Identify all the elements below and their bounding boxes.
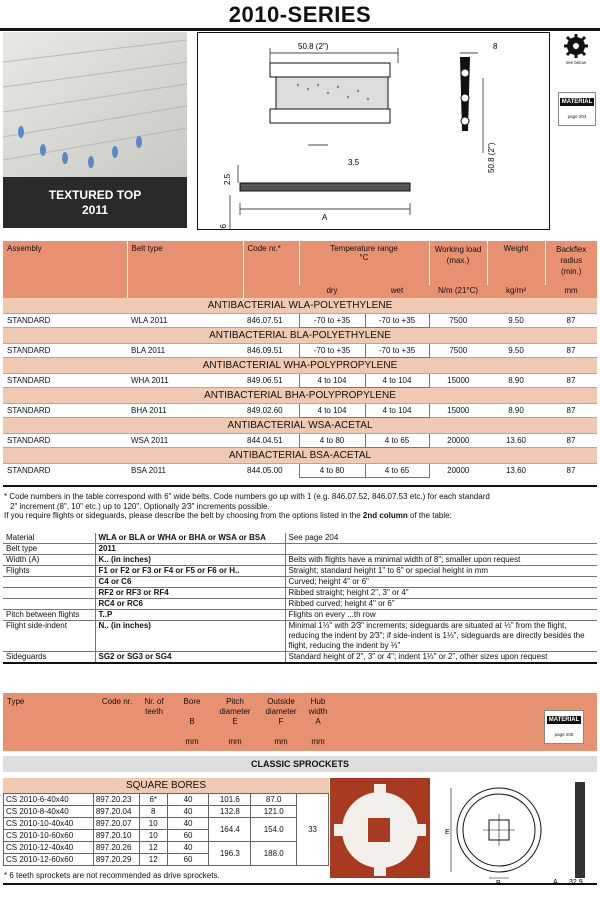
option-key (3, 588, 95, 599)
header-temperature: Temperature range °C (299, 241, 429, 285)
option-row (3, 566, 597, 577)
dim-16: 16 (219, 224, 228, 229)
row-weight: 8.90 (508, 405, 524, 415)
spr-header-bore-b: B (189, 717, 195, 726)
option-row (3, 588, 597, 599)
table-rule (3, 485, 597, 487)
sprocket-note: * 6 teeth sprockets are not recommended as drive sprockets. (4, 871, 220, 880)
see-below-label: see below (565, 60, 587, 65)
sprocket-outside: 87.0 (251, 794, 297, 806)
row-assembly: STANDARD (7, 465, 51, 475)
sprocket-teeth: 6* (139, 794, 167, 806)
header-load-unit: N/m (21°C) (429, 285, 487, 297)
sprocket-type: CS 2010-10-60x60 (4, 830, 94, 842)
sprocket-outside: 154.0 (251, 818, 297, 842)
row-dry: 4 to 80 (299, 463, 365, 477)
belt-row (3, 313, 597, 327)
option-row (3, 544, 597, 555)
row-load: 20000 (447, 465, 470, 475)
material-page: page 204 (567, 114, 587, 119)
row-code: 846.09.51 (247, 345, 283, 355)
header-weight-unit: kg/m² (487, 285, 545, 297)
sprocket-code: 897.20.07 (93, 818, 139, 830)
row-load: 7500 (449, 345, 468, 355)
sprocket-teeth: 12 (139, 854, 167, 866)
spr-header-bore-mm: mm (185, 737, 199, 746)
sprocket-pitch: 101.6 (209, 794, 251, 806)
sprocket-hub-width: 33 (297, 794, 329, 866)
row-assembly: STANDARD (7, 345, 51, 355)
sprocket-type: CS 2010-8-40x40 (4, 806, 94, 818)
sprocket-row (4, 794, 329, 806)
sprocket-header (3, 693, 597, 751)
header-wet: wet (365, 285, 429, 297)
spr-header-pitch-e: E (232, 717, 238, 726)
spr-header-teeth: Nr. of teeth (144, 697, 164, 716)
row-code: 849.06.51 (247, 375, 283, 385)
dim-a: A (322, 213, 328, 222)
row-wet: 4 to 104 (365, 403, 429, 417)
note-line-2: 2" increment (8", 10" etc.) up to 120". Optionally 2⁄3" increments possible. (10, 501, 270, 511)
spr-header-pitch-mm: mm (228, 737, 242, 746)
material-group-heading: ANTIBACTERIAL WSA-ACETAL (3, 417, 597, 433)
sprocket-bore: 60 (167, 830, 209, 842)
sprocket-bore: 60 (167, 854, 209, 866)
option-row (3, 577, 597, 588)
header-backflex-unit: mm (545, 285, 597, 297)
dim-8: 8 (493, 42, 498, 51)
option-value: SG2 or SG3 or SG4 (95, 652, 285, 664)
sprocket-dim-a: A (553, 879, 558, 886)
option-row (3, 599, 597, 610)
row-belt-type: WLA 2011 (131, 315, 168, 325)
spr-header-pitch: Pitch diameter (219, 697, 251, 716)
option-value: WLA or BLA or WHA or BHA or WSA or BSA (95, 533, 285, 544)
row-backflex: 87 (566, 405, 576, 415)
option-description: Minimal 1⅓" with 2⁄3" increments; sideguards are situated at ⅓" from the flight, reducing the indent by 2⁄3"; if side-indent is 1⅓", sideguards are directly besides the flight, reducing the indent by ⅓" (285, 621, 597, 652)
dim-2-5: 2.5 (223, 173, 232, 185)
caption-line-1: TEXTURED TOP (48, 188, 142, 202)
spr-header-code: Code nr. (101, 697, 133, 706)
option-description (285, 544, 597, 555)
dim-pitch: 50.8 (2") (298, 42, 329, 51)
option-key: Material (3, 533, 95, 544)
material-group-heading: ANTIBACTERIAL WHA-POLYPROPYLENE (3, 357, 597, 373)
sprocket-outside: 188.0 (251, 842, 297, 866)
sprocket-photo (330, 778, 430, 878)
sprocket-type: CS 2010-12-60x60 (4, 854, 94, 866)
sprocket-type: CS 2010-12-40x40 (4, 842, 94, 854)
sprocket-type: CS 2010-10-40x40 (4, 818, 94, 830)
material-group-heading: ANTIBACTERIAL BSA-ACETAL (3, 447, 597, 463)
row-load: 15000 (447, 375, 470, 385)
row-assembly: STANDARD (7, 435, 51, 445)
photo-caption (3, 188, 187, 218)
sprocket-type: CS 2010-6-40x40 (4, 794, 94, 806)
row-backflex: 87 (566, 345, 576, 355)
header-dry: dry (299, 285, 365, 297)
row-assembly: STANDARD (7, 405, 51, 415)
row-wet: -70 to +35 (365, 343, 429, 357)
row-dry: 4 to 80 (299, 433, 365, 447)
sprocket-row (4, 818, 329, 830)
option-key: Pitch between flights (3, 610, 95, 621)
row-backflex: 87 (566, 375, 576, 385)
row-weight: 9.50 (508, 315, 524, 325)
option-value: N.. (in inches) (95, 621, 285, 652)
option-key (3, 577, 95, 588)
row-weight: 9.50 (508, 345, 524, 355)
row-weight: 8.90 (508, 375, 524, 385)
option-row (3, 555, 597, 566)
gear-icon (564, 34, 588, 58)
sprocket-teeth: 10 (139, 830, 167, 842)
spr-header-bore: Bore (183, 697, 201, 706)
option-value: RF2 or RF3 or RF4 (95, 588, 285, 599)
sprocket-row (4, 806, 329, 818)
header-load: Working load (max.) (429, 241, 487, 285)
option-value: 2011 (95, 544, 285, 555)
header-weight: Weight (487, 241, 545, 285)
sprocket-bore: 40 (167, 818, 209, 830)
sprocket-outside: 121.0 (251, 806, 297, 818)
option-description: Flights on every ...th row (285, 610, 597, 621)
belt-drawing (197, 32, 550, 230)
row-load: 20000 (447, 435, 470, 445)
row-belt-type: WSA 2011 (131, 435, 169, 445)
option-row (3, 533, 597, 544)
sprocket-teeth: 10 (139, 818, 167, 830)
row-code: 844.05.00 (247, 465, 283, 475)
sprocket-dim-e: E (445, 829, 450, 836)
sprocket-table (3, 793, 329, 866)
sprocket-material-reference[interactable] (544, 710, 584, 744)
sprocket-reference[interactable] (560, 34, 592, 74)
sprocket-pitch: 196.3 (209, 842, 251, 866)
material-group-heading: ANTIBACTERIAL BLA-POLYETHYLENE (3, 327, 597, 343)
note-line-3: If you require flights or sideguards, please describe the belt by choosing from the options listed in the 2nd column of the table: (4, 511, 452, 520)
page-title: 2010-SERIES (228, 2, 372, 27)
material-group-heading: ANTIBACTERIAL WLA-POLYETHYLENE (3, 297, 597, 313)
option-value: C4 or C6 (95, 577, 285, 588)
material-group-heading: ANTIBACTERIAL BHA-POLYPROPYLENE (3, 387, 597, 403)
spr-header-hub-mm: mm (311, 737, 325, 746)
note-line-1: * Code numbers in the table correspond with 6" wide belts. Code numbers go up with 1 (e.g. 846.07.52, 846.07.53 etc.) for each standard (4, 492, 490, 501)
material-reference[interactable] (558, 92, 596, 126)
row-weight: 13.60 (505, 465, 527, 475)
code-note (4, 492, 598, 521)
sprocket-material-label: MATERIAL (548, 717, 580, 723)
belt-spec-table (3, 241, 597, 478)
row-load: 15000 (447, 405, 470, 415)
sprocket-code: 897.20.26 (93, 842, 139, 854)
row-wet: 4 to 65 (365, 433, 429, 447)
belt-row (3, 343, 597, 357)
belt-row (3, 463, 597, 477)
row-belt-type: BHA 2011 (131, 405, 167, 415)
option-description: Ribbed straight; height 2", 3" or 4" (285, 588, 597, 599)
header-assembly: Assembly (3, 241, 127, 297)
header-code: Code nr.* (243, 241, 299, 297)
sprocket-code: 897.20.04 (93, 806, 139, 818)
option-description: See page 204 (285, 533, 597, 544)
header-belt-type: Belt type (127, 241, 243, 297)
option-row (3, 610, 597, 621)
option-description: Belts with flights have a minimal width of 8"; smaller upon request (285, 555, 597, 566)
option-key: Flight side-indent (3, 621, 95, 652)
sprocket-material-page: page 205 (554, 732, 574, 737)
square-bores-heading: SQUARE BORES (3, 778, 329, 793)
row-backflex: 87 (566, 435, 576, 445)
row-belt-type: BLA 2011 (131, 345, 166, 355)
dim-side-pitch: 50.8 (2") (487, 142, 496, 173)
belt-row (3, 433, 597, 447)
option-row (3, 652, 597, 664)
spr-header-outside: Outside diameter (265, 697, 297, 716)
option-value: F1 or F2 or F3 or F4 or F5 or F6 or H.. (95, 566, 285, 577)
dim-3-5: 3.5 (348, 158, 360, 167)
caption-line-2: 2011 (81, 203, 109, 217)
title-rule (0, 28, 600, 31)
row-wet: 4 to 65 (365, 463, 429, 477)
option-value: RC4 or RC6 (95, 599, 285, 610)
option-description: Straight; standard height 1" to 6" or special height in mm (285, 566, 597, 577)
option-description: Standard height of 2", 3" or 4"; indent 1⅓" or 2", other sizes upon request (285, 652, 597, 664)
sprocket-bore: 40 (167, 842, 209, 854)
option-key: Belt type (3, 544, 95, 555)
option-value: K.. (in inches) (95, 555, 285, 566)
option-key: Width (A) (3, 555, 95, 566)
row-wet: -70 to +35 (365, 313, 429, 327)
row-dry: -70 to +35 (299, 343, 365, 357)
classic-sprockets-heading: CLASSIC SPROCKETS (3, 756, 597, 772)
belt-row (3, 373, 597, 387)
option-key (3, 599, 95, 610)
sprocket-pitch: 132.8 (209, 806, 251, 818)
sprocket-bore: 40 (167, 794, 209, 806)
option-description: Ribbed curved; height 4" or 6" (285, 599, 597, 610)
row-load: 7500 (449, 315, 468, 325)
sprocket-code: 897.20.29 (93, 854, 139, 866)
row-backflex: 87 (566, 315, 576, 325)
sprocket-dim-32-9: 32.9 (569, 879, 583, 886)
sprocket-teeth: 8 (139, 806, 167, 818)
sprocket-bore: 40 (167, 806, 209, 818)
row-dry: -70 to +35 (299, 313, 365, 327)
sprocket-code: 897.20.23 (93, 794, 139, 806)
options-table (3, 533, 597, 664)
sprocket-drawing (433, 778, 599, 886)
sprocket-teeth: 12 (139, 842, 167, 854)
option-key: Flights (3, 566, 95, 577)
row-code: 844.04.51 (247, 435, 283, 445)
row-assembly: STANDARD (7, 375, 51, 385)
row-code: 846.07.51 (247, 315, 283, 325)
row-dry: 4 to 104 (299, 403, 365, 417)
material-label: MATERIAL (561, 99, 593, 105)
row-code: 849.02.60 (247, 405, 283, 415)
spr-header-hub-a: A (315, 717, 321, 726)
option-description: Curved; height 4" or 6" (285, 577, 597, 588)
spr-header-hub: Hub width (308, 697, 328, 716)
belt-row (3, 403, 597, 417)
row-weight: 13.60 (505, 435, 527, 445)
sprocket-pitch: 164.4 (209, 818, 251, 842)
belt-photo (3, 32, 187, 228)
spr-header-outside-mm: mm (274, 737, 288, 746)
row-assembly: STANDARD (7, 315, 51, 325)
row-belt-type: WHA 2011 (131, 375, 169, 385)
sprocket-code: 897.20.10 (93, 830, 139, 842)
option-value: T..P (95, 610, 285, 621)
row-belt-type: BSA 2011 (131, 465, 166, 475)
row-dry: 4 to 104 (299, 373, 365, 387)
header-backflex: Backflex radius (min.) (545, 241, 597, 285)
row-backflex: 87 (566, 465, 576, 475)
sprocket-dim-b: B (496, 880, 501, 886)
spr-header-outside-f: F (278, 717, 284, 726)
option-key: Sideguards (3, 652, 95, 664)
row-wet: 4 to 104 (365, 373, 429, 387)
spr-header-type: Type (7, 697, 25, 706)
option-row (3, 621, 597, 652)
sprocket-row (4, 842, 329, 854)
